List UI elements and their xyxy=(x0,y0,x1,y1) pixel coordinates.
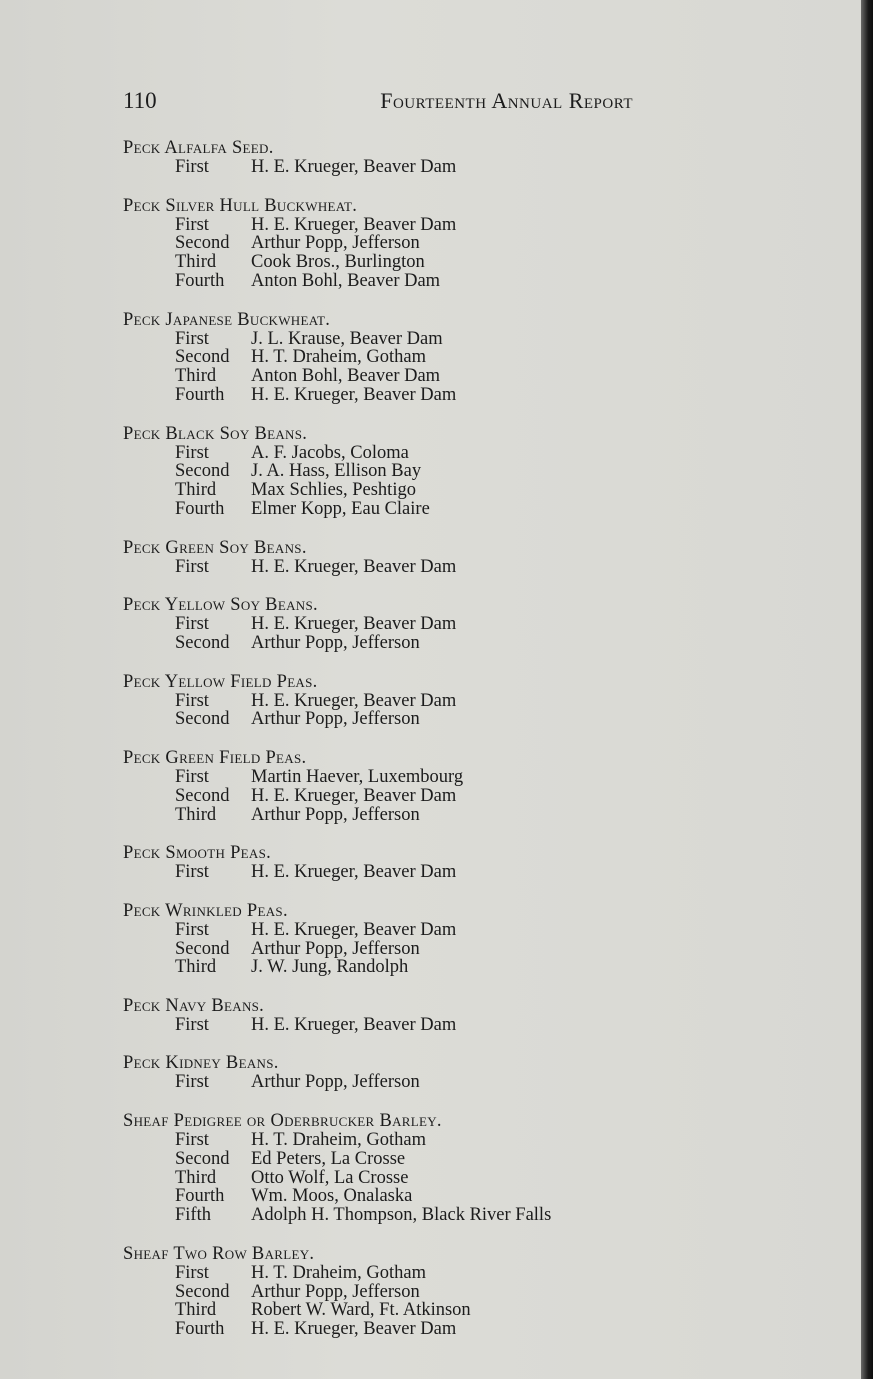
award-section xyxy=(123,1054,683,1092)
award-entry xyxy=(123,1283,683,1302)
section-title: Peck Green Field Peas. xyxy=(123,747,307,768)
award-winner: Max Schlies, Peshtigo xyxy=(251,480,416,501)
award-winner: H. E. Krueger, Beaver Dam xyxy=(251,556,457,577)
award-entry xyxy=(123,158,683,177)
award-place: Second xyxy=(175,709,230,730)
award-place: First xyxy=(175,690,209,711)
award-entry xyxy=(123,921,683,940)
award-entry xyxy=(123,386,683,405)
section-title: Peck Yellow Field Peas. xyxy=(123,671,318,692)
award-winner: Otto Wolf, La Crosse xyxy=(251,1167,409,1188)
award-section xyxy=(123,139,683,177)
award-winner: H. E. Krueger, Beaver Dam xyxy=(251,1319,457,1340)
award-entry xyxy=(123,615,683,634)
award-winner: Martin Haever, Luxembourg xyxy=(251,766,464,787)
award-entry xyxy=(123,940,683,959)
award-section xyxy=(123,425,683,519)
section-title: Peck Yellow Soy Beans. xyxy=(123,595,318,616)
award-entry xyxy=(123,1016,683,1035)
page-binding-edge xyxy=(861,0,873,1379)
award-winner: H. E. Krueger, Beaver Dam xyxy=(251,214,457,235)
award-winner: Elmer Kopp, Eau Claire xyxy=(251,498,430,519)
award-entry xyxy=(123,1301,683,1320)
award-place: First xyxy=(175,1072,209,1093)
award-entry xyxy=(123,330,683,349)
award-winner: Arthur Popp, Jefferson xyxy=(251,1072,420,1093)
award-winner: Ed Peters, La Crosse xyxy=(251,1148,406,1169)
section-title: Peck Smooth Peas. xyxy=(123,843,272,864)
award-winner: Arthur Popp, Jefferson xyxy=(251,709,420,730)
award-place: First xyxy=(175,157,209,177)
award-place: Second xyxy=(175,632,230,653)
award-section xyxy=(123,539,683,577)
award-place: First xyxy=(175,862,209,883)
award-winner: Arthur Popp, Jefferson xyxy=(251,233,420,254)
page-number: 110 xyxy=(123,88,157,113)
award-entry xyxy=(123,958,683,977)
section-title: Sheaf Two Row Barley. xyxy=(123,1243,315,1264)
award-entry xyxy=(123,1187,683,1206)
award-place: Fourth xyxy=(175,270,225,291)
award-winner: Robert W. Ward, Ft. Atkinson xyxy=(251,1300,471,1321)
award-place: First xyxy=(175,328,209,349)
award-place: Third xyxy=(175,957,217,978)
award-entry xyxy=(123,1320,683,1339)
award-entry xyxy=(123,710,683,729)
award-entry xyxy=(123,462,683,481)
award-winner: H. E. Krueger, Beaver Dam xyxy=(251,614,457,635)
award-winner: Arthur Popp, Jefferson xyxy=(251,938,420,959)
award-place: First xyxy=(175,1130,209,1151)
award-place: First xyxy=(175,614,209,635)
award-place: First xyxy=(175,1262,209,1283)
award-section xyxy=(123,749,683,824)
award-place: Fourth xyxy=(175,498,225,519)
award-section xyxy=(123,197,683,291)
award-entry xyxy=(123,1169,683,1188)
award-place: Second xyxy=(175,1281,230,1302)
award-entry xyxy=(123,806,683,825)
section-title: Peck Silver Hull Buckwheat. xyxy=(123,195,358,216)
award-place: Second xyxy=(175,233,230,254)
award-place: Second xyxy=(175,938,230,959)
award-winner: H. E. Krueger, Beaver Dam xyxy=(251,919,457,940)
award-place: Third xyxy=(175,1167,217,1188)
award-entry xyxy=(123,558,683,577)
award-section xyxy=(123,997,683,1035)
section-title: Peck Alfalfa Seed. xyxy=(123,138,274,158)
award-winner: Arthur Popp, Jefferson xyxy=(251,1281,420,1302)
award-place: First xyxy=(175,919,209,940)
running-head: Fourteenth Annual Report xyxy=(380,88,633,113)
award-place: First xyxy=(175,214,209,235)
award-entry xyxy=(123,1073,683,1092)
award-entry xyxy=(123,234,683,253)
awards-list xyxy=(123,139,683,1359)
award-winner: H. T. Draheim, Gotham xyxy=(251,347,427,368)
award-winner: H. E. Krueger, Beaver Dam xyxy=(251,785,457,806)
award-section xyxy=(123,1112,683,1225)
award-winner: A. F. Jacobs, Coloma xyxy=(251,442,409,463)
award-entry xyxy=(123,1131,683,1150)
award-entry xyxy=(123,863,683,882)
award-winner: H. E. Krueger, Beaver Dam xyxy=(251,384,457,405)
award-entry xyxy=(123,1264,683,1283)
award-winner: H. E. Krueger, Beaver Dam xyxy=(251,157,457,177)
section-title: Sheaf Pedigree or Oderbrucker Barley. xyxy=(123,1111,442,1132)
award-winner: H. T. Draheim, Gotham xyxy=(251,1130,427,1151)
award-place: First xyxy=(175,442,209,463)
award-winner: Adolph H. Thompson, Black River Falls xyxy=(251,1205,552,1226)
award-winner: H. E. Krueger, Beaver Dam xyxy=(251,1014,457,1035)
award-entry xyxy=(123,1150,683,1169)
award-section xyxy=(123,902,683,977)
award-place: Third xyxy=(175,804,217,825)
award-place: Second xyxy=(175,785,230,806)
award-place: First xyxy=(175,556,209,577)
award-place: Fifth xyxy=(175,1205,211,1226)
award-place: First xyxy=(175,1014,209,1035)
award-winner: Anton Bohl, Beaver Dam xyxy=(251,366,441,387)
award-winner: Arthur Popp, Jefferson xyxy=(251,804,420,825)
award-winner: H. T. Draheim, Gotham xyxy=(251,1262,427,1283)
award-entry xyxy=(123,444,683,463)
award-winner: J. L. Krause, Beaver Dam xyxy=(251,328,443,349)
award-entry xyxy=(123,481,683,500)
award-entry xyxy=(123,634,683,653)
award-section xyxy=(123,1245,683,1339)
award-winner: H. E. Krueger, Beaver Dam xyxy=(251,690,457,711)
section-title: Peck Kidney Beans. xyxy=(123,1053,279,1074)
award-place: Fourth xyxy=(175,384,225,405)
award-entry xyxy=(123,272,683,291)
award-section xyxy=(123,311,683,405)
award-place: Second xyxy=(175,347,230,368)
award-entry xyxy=(123,367,683,386)
award-place: Third xyxy=(175,366,217,387)
section-title: Peck Green Soy Beans. xyxy=(123,537,307,558)
award-place: Third xyxy=(175,1300,217,1321)
award-entry xyxy=(123,216,683,235)
award-entry xyxy=(123,1206,683,1225)
page-header xyxy=(123,88,633,118)
award-winner: Anton Bohl, Beaver Dam xyxy=(251,270,441,291)
award-winner: H. E. Krueger, Beaver Dam xyxy=(251,862,457,883)
award-place: Fourth xyxy=(175,1186,225,1207)
award-winner: Cook Bros., Burlington xyxy=(251,252,425,273)
award-entry xyxy=(123,500,683,519)
award-entry xyxy=(123,692,683,711)
award-place: Second xyxy=(175,1148,230,1169)
award-entry xyxy=(123,253,683,272)
award-place: Second xyxy=(175,461,230,482)
award-entry xyxy=(123,768,683,787)
award-place: Third xyxy=(175,480,217,501)
award-entry xyxy=(123,787,683,806)
section-title: Peck Black Soy Beans. xyxy=(123,423,308,444)
award-section xyxy=(123,844,683,882)
award-winner: Arthur Popp, Jefferson xyxy=(251,632,420,653)
award-winner: Wm. Moos, Onalaska xyxy=(251,1186,413,1207)
award-winner: J. A. Hass, Ellison Bay xyxy=(251,461,422,482)
award-entry xyxy=(123,348,683,367)
award-section xyxy=(123,596,683,653)
award-section xyxy=(123,673,683,730)
section-title: Peck Japanese Buckwheat. xyxy=(123,309,331,330)
award-winner: J. W. Jung, Randolph xyxy=(251,957,409,978)
award-place: First xyxy=(175,766,209,787)
award-place: Third xyxy=(175,252,217,273)
section-title: Peck Navy Beans. xyxy=(123,995,265,1016)
section-title: Peck Wrinkled Peas. xyxy=(123,900,288,921)
award-place: Fourth xyxy=(175,1319,225,1340)
